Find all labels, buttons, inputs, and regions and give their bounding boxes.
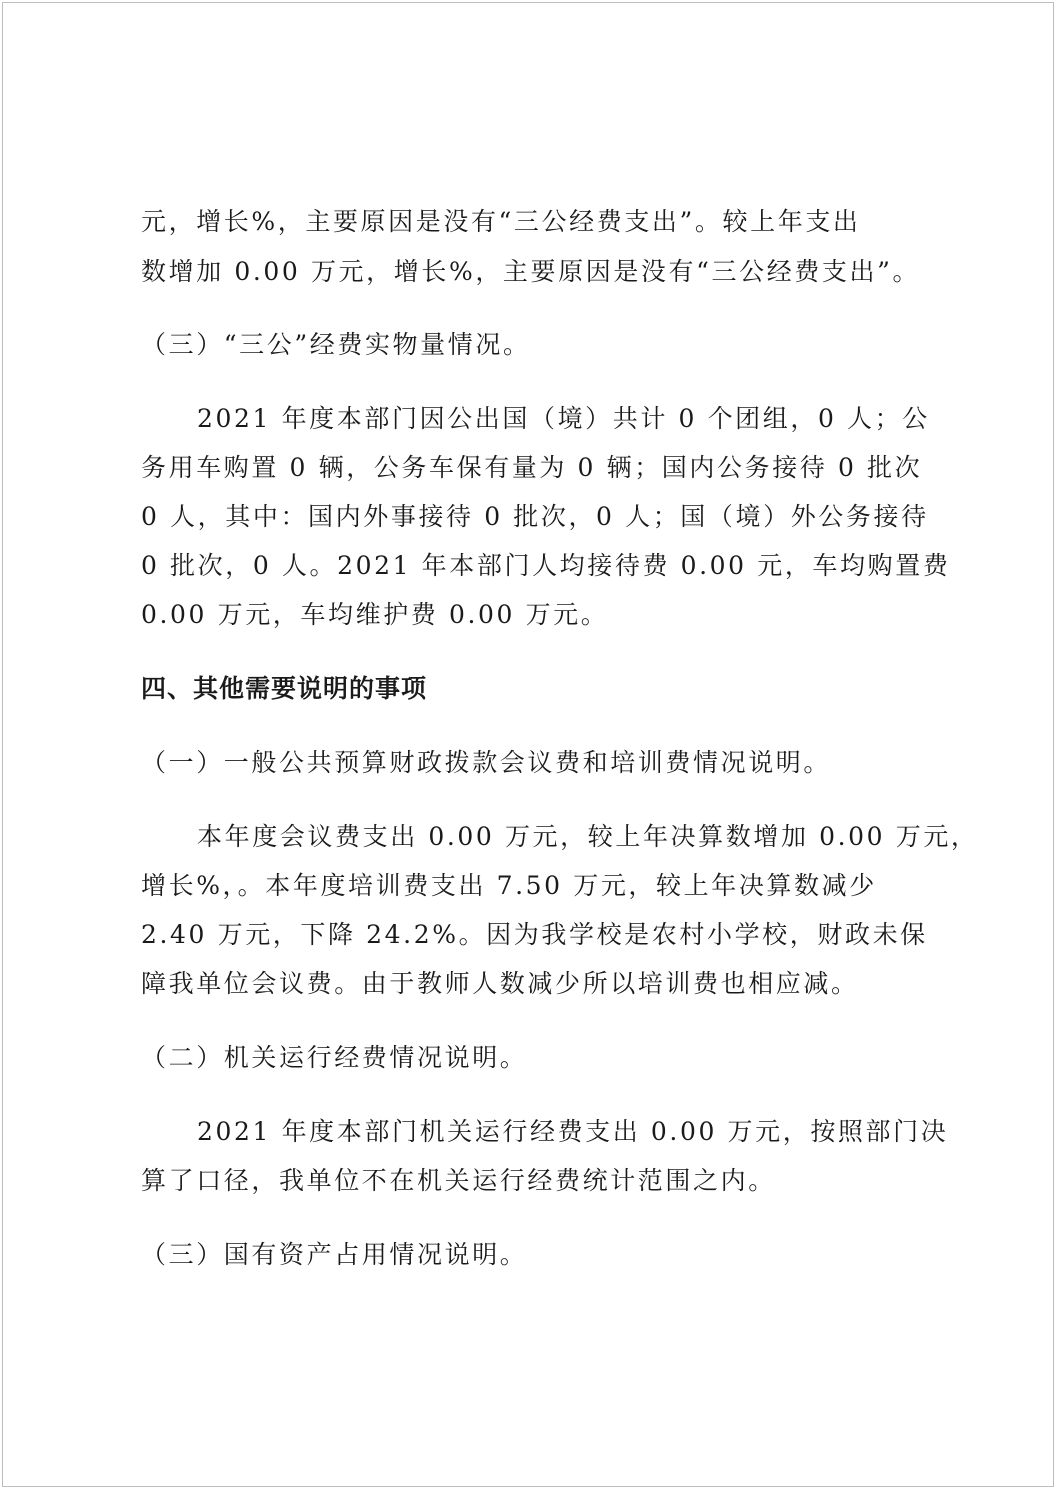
paragraph-line: 2021 年度本部门因公出国（境）共计 0 个团组，0 人；公 [197,404,930,433]
paragraph-line: 2021 年度本部门机关运行经费支出 0.00 万元，按照部门决 [197,1117,949,1146]
subheading-meeting-training: （一）一般公共预算财政拨款会议费和培训费情况说明。 [141,748,832,777]
paragraph-line: 增长%，。本年度培训费支出 7.50 万元，较上年决算数减少 [141,871,877,900]
subheading-operating-expenses: （二）机关运行经费情况说明。 [141,1043,528,1072]
paragraph-line: 务用车购置 0 辆，公务车保有量为 0 辆；国内公务接待 0 批次 [141,453,923,482]
paragraph-line: 0.00 万元，车均维护费 0.00 万元。 [141,600,609,629]
paragraph-line: 数增加 0.00 万元，增长%，主要原因是没有“三公经费支出”。 [141,257,921,286]
subheading-state-assets: （三）国有资产占用情况说明。 [141,1240,528,1269]
paragraph-line: 2.40 万元，下降 24.2%。因为我学校是农村小学校，财政未保 [141,920,928,949]
subheading-three-public-quantity: （三）“三公”经费实物量情况。 [141,330,531,359]
paragraph-line: 0 批次，0 人。2021 年本部门人均接待费 0.00 元，车均购置费 [141,551,951,580]
paragraph-line: 元，增长%，主要原因是没有“三公经费支出”。较上年支出 [141,207,861,236]
paragraph-line: 障我单位会议费。由于教师人数减少所以培训费也相应减。 [141,969,859,998]
section-heading-other-matters: 四、其他需要说明的事项 [141,674,428,703]
paragraph-line: 本年度会议费支出 0.00 万元，较上年决算数增加 0.00 万元， [197,822,979,851]
paragraph-line: 算了口径，我单位不在机关运行经费统计范围之内。 [141,1166,776,1195]
paragraph-line: 0 人，其中：国内外事接待 0 批次，0 人；国（境）外公务接待 [141,502,929,531]
